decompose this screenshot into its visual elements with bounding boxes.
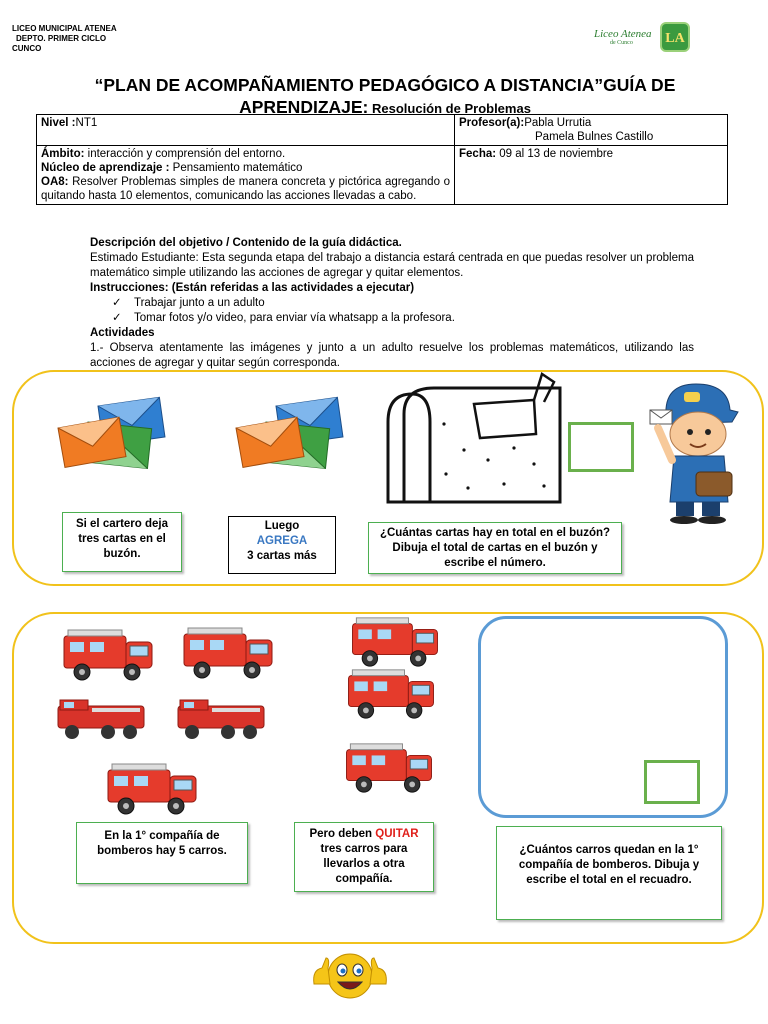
school-logo xyxy=(592,20,700,54)
remove-action-line1: Pero deben xyxy=(309,828,373,840)
school-header xyxy=(12,24,117,54)
question-box-trucks xyxy=(496,826,722,920)
add-action-line1: Luego xyxy=(264,520,300,532)
activity-1-text: 1.- Observa atentamente las imágenes y junto a un adulto resuelve los problemas matemáticos, utilizando las acciones de agregar y quitar según corresponda. xyxy=(90,342,694,369)
answer-box-trucks[interactable] xyxy=(644,760,700,804)
instruction-item xyxy=(90,311,694,326)
add-action-box xyxy=(228,516,336,574)
fire-truck-icon xyxy=(62,626,154,684)
fecha-label: Fecha: xyxy=(459,148,497,160)
fecha-cell xyxy=(455,146,728,205)
problem-statement-text: En la 1° compañía de bomberos hay 5 carros. xyxy=(97,830,227,857)
instruction-text: Tomar fotos y/o video, para enviar vía whatsapp a la profesora. xyxy=(134,312,455,324)
fire-truck-icon xyxy=(176,698,268,744)
remove-action-keyword: QUITAR xyxy=(375,828,419,840)
add-action-line3: 3 cartas más xyxy=(247,550,317,562)
nivel-label: Nivel : xyxy=(41,117,76,129)
question-text-trucks: ¿Cuántos carros quedan en la 1° compañía de bomberos. Dibuja y escribe el total en el recuadro. xyxy=(518,844,700,886)
title-main: “PLAN DE ACOMPAÑAMIENTO PEDAGÓGICO A DISTANCIA”GUÍA DE APRENDIZAJE: xyxy=(94,75,676,117)
logo-subtext: de Cunco xyxy=(610,40,633,46)
nivel-cell xyxy=(37,115,455,146)
profesor-name-2: Pamela Bulnes Castillo xyxy=(535,131,654,143)
question-text-letters: ¿Cuántas cartas hay en total en el buzón? Dibuja el total de cartas en el buzón y escribe el número. xyxy=(379,527,611,569)
description-block xyxy=(90,236,694,371)
nivel-value: NT1 xyxy=(75,117,98,129)
profesor-label: Profesor(a): xyxy=(459,117,525,129)
add-action-keyword: AGREGA xyxy=(256,535,308,547)
nucleo-value: Pensamiento matemático xyxy=(169,162,303,174)
thumbs-up-smiley-icon xyxy=(310,950,390,1002)
description-heading: Descripción del objetivo / Contenido de la guía didáctica. xyxy=(90,237,402,249)
fecha-value: 09 al 13 de noviembre xyxy=(496,148,614,160)
envelopes-icon xyxy=(58,400,168,480)
ambito-cell xyxy=(37,146,455,205)
fire-truck-icon xyxy=(56,698,148,744)
info-table xyxy=(36,114,728,205)
logo-badge: LA xyxy=(660,22,690,52)
remove-action-rest: tres carros para llevarlos a otra compañía. xyxy=(320,843,408,885)
fire-truck-icon xyxy=(106,760,198,818)
fire-truck-icon xyxy=(182,624,274,682)
fire-truck-icon xyxy=(346,666,436,722)
school-department: DEPTO. PRIMER CICLO xyxy=(16,34,107,43)
oa-value: Resolver Problemas simples de manera concreta y pictórica agregando o quitando hasta 10 elementos, comunicando las acciones llevadas a cabo. xyxy=(41,176,450,202)
problem-statement-box xyxy=(76,822,248,884)
ambito-value: interacción y comprensión del entorno. xyxy=(84,148,286,160)
question-box-letters xyxy=(368,522,622,574)
check-icon: ✓ xyxy=(112,297,122,309)
fire-truck-icon xyxy=(350,614,440,670)
school-city: CUNCO xyxy=(12,44,42,53)
fire-truck-icon xyxy=(344,740,434,796)
mailbox-icon xyxy=(384,374,570,510)
remove-action-box xyxy=(294,822,434,892)
instruction-text: Trabajar junto a un adulto xyxy=(134,297,265,309)
nucleo-label: Núcleo de aprendizaje : xyxy=(41,162,170,174)
mailman-icon xyxy=(646,376,742,524)
instructions-heading: Instrucciones: (Están referidas a las actividades a ejecutar) xyxy=(90,282,415,294)
profesor-name-1: Pabla Urrutia xyxy=(524,117,592,129)
title-sub: Resolución de Problemas xyxy=(368,101,531,116)
envelopes-icon xyxy=(236,400,346,480)
description-text: Estimado Estudiante: Esta segunda etapa del trabajo a distancia estará centrada en que puedas resolver un problema matemático simple utilizando las acciones de agregar y quitar elementos. xyxy=(90,252,694,279)
problem-statement-text: Si el cartero deja tres cartas en el buzón. xyxy=(75,518,169,560)
problem-statement-box xyxy=(62,512,182,572)
school-name: LICEO MUNICIPAL ATENEA xyxy=(12,24,117,33)
activities-heading: Actividades xyxy=(90,327,155,339)
check-icon: ✓ xyxy=(112,312,122,324)
profesor-cell xyxy=(455,115,728,146)
ambito-label: Ámbito: xyxy=(41,148,85,160)
logo-text: Liceo Atenea xyxy=(594,28,652,40)
instruction-item xyxy=(90,296,694,311)
oa-label: OA8: xyxy=(41,176,69,188)
answer-box-letters[interactable] xyxy=(568,422,634,472)
